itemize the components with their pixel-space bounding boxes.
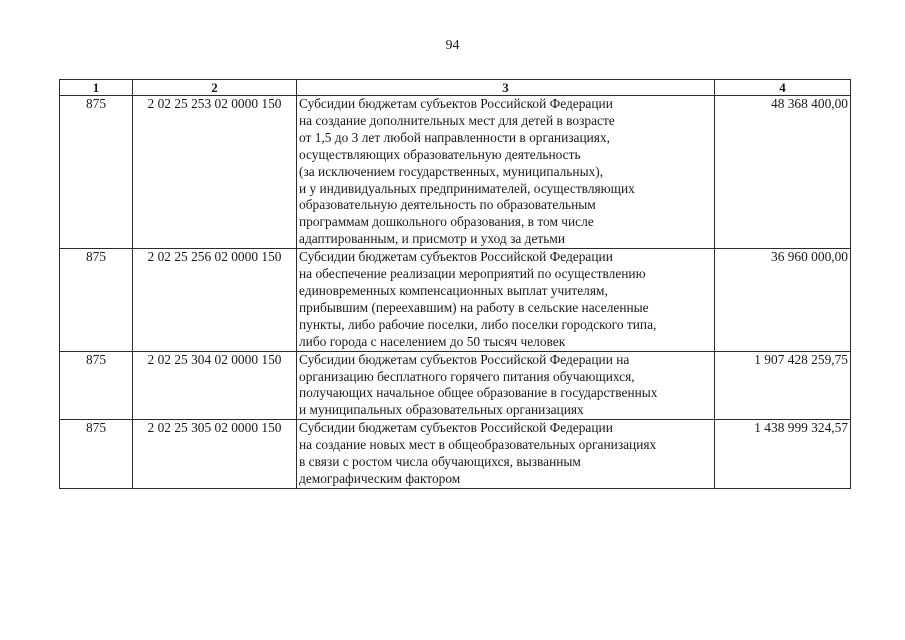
budget-code-cell: 2 02 25 304 02 0000 150 <box>133 351 297 420</box>
amount-cell: 1 438 999 324,57 <box>715 420 851 489</box>
budget-code-cell: 2 02 25 253 02 0000 150 <box>133 96 297 249</box>
table-row <box>60 96 851 249</box>
description-cell <box>297 96 715 249</box>
amount-cell: 48 368 400,00 <box>715 96 851 249</box>
header-col-2: 2 <box>133 80 297 96</box>
admin-code-cell: 875 <box>60 96 133 249</box>
header-col-3: 3 <box>297 80 715 96</box>
header-col-4: 4 <box>715 80 851 96</box>
budget-table <box>59 79 851 489</box>
description-line: пункты, либо рабочие поселки, либо поселки городского типа, <box>299 316 657 332</box>
table-row <box>60 249 851 351</box>
description-line: осуществляющих образовательную деятельность <box>299 146 581 162</box>
description-cell <box>297 249 715 351</box>
description-line: Субсидии бюджетам субъектов Российской Федерации <box>299 249 613 265</box>
budget-code-cell: 2 02 25 256 02 0000 150 <box>133 249 297 351</box>
description-line: на создание новых мест в общеобразовательных организациях <box>299 437 657 453</box>
table-body <box>60 96 851 489</box>
description-line: Субсидии бюджетам субъектов Российской Федерации на <box>299 351 630 367</box>
description-line: на обеспечение реализации мероприятий по осуществлению <box>299 266 646 282</box>
page-number: 94 <box>445 38 460 53</box>
amount-cell: 36 960 000,00 <box>715 249 851 351</box>
header-col-1: 1 <box>60 80 133 96</box>
admin-code-cell: 875 <box>60 249 133 351</box>
description-line: программам дошкольного образования, в том числе <box>299 214 594 230</box>
description-line: прибывшим (переехавшим) на работу в сельские населенные <box>299 299 649 315</box>
table-row <box>60 420 851 489</box>
description-line: получающих начальное общее образование в государственных <box>299 385 658 401</box>
description-cell <box>297 351 715 420</box>
description-line: образовательную деятельность по образовательным <box>299 197 596 213</box>
description-line: (за исключением государственных, муниципальных), <box>299 163 604 179</box>
description-line: либо города с населением до 50 тысяч человек <box>299 333 566 349</box>
description-line: Субсидии бюджетам субъектов Российской Федерации <box>299 96 613 111</box>
description-cell <box>297 420 715 489</box>
description-line: единовременных компенсационных выплат учителям, <box>299 282 608 298</box>
table-header <box>60 80 851 96</box>
description-line: и муниципальных образовательных организациях <box>299 402 584 418</box>
description-line: адаптированным, и присмотр и уход за детьми <box>299 231 566 247</box>
description-line: Субсидии бюджетам субъектов Российской Федерации <box>299 420 613 436</box>
description-line: в связи с ростом числа обучающихся, вызванным <box>299 454 581 470</box>
admin-code-cell: 875 <box>60 420 133 489</box>
description-line: и у индивидуальных предпринимателей, осуществляющих <box>299 180 635 196</box>
description-line: организацию бесплатного горячего питания обучающихся, <box>299 368 635 384</box>
admin-code-cell: 875 <box>60 351 133 420</box>
amount-cell: 1 907 428 259,75 <box>715 351 851 420</box>
description-line: от 1,5 до 3 лет любой направленности в организациях, <box>299 129 611 145</box>
header-row <box>60 80 851 96</box>
budget-code-cell: 2 02 25 305 02 0000 150 <box>133 420 297 489</box>
description-line: на создание дополнительных мест для детей в возрасте <box>299 112 615 128</box>
description-line: демографическим фактором <box>299 470 461 486</box>
table-row <box>60 351 851 420</box>
